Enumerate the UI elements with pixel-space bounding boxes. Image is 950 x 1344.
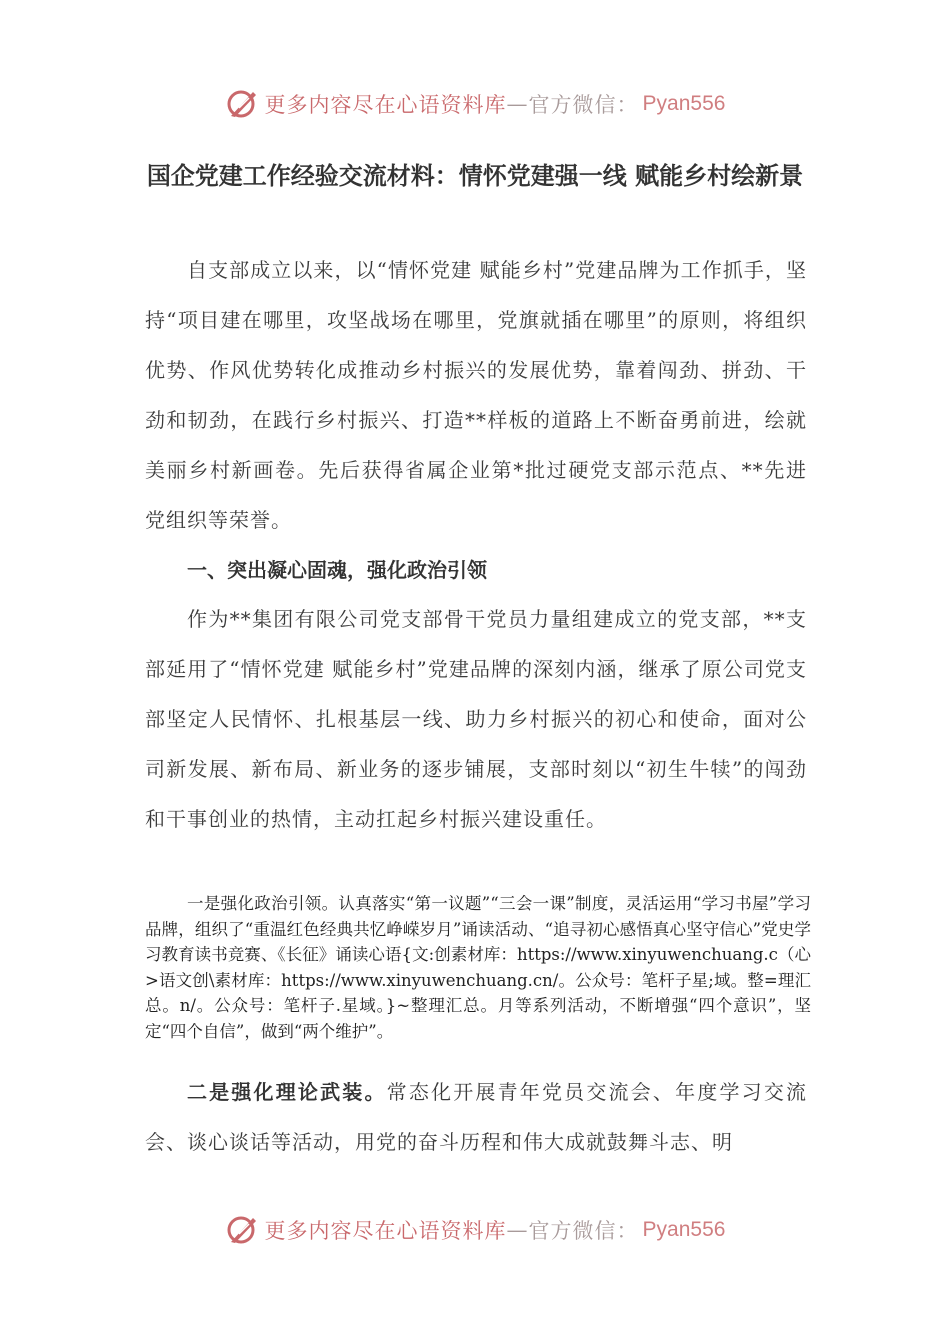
banner-main-text: 更多内容尽在心语资料库 bbox=[264, 93, 507, 117]
banner-dash: — bbox=[506, 1218, 529, 1242]
banner-wechat-id: Pyan556 bbox=[642, 92, 726, 115]
banner-sub-text: 官方微信： bbox=[528, 1219, 639, 1243]
section-1-paragraph: 作为**集团有限公司党支部骨干党员力量组建成立的党支部，**支部延用了“情怀党建 赋能乡村”党建品牌的深刻内涵，继承了原公司党支部坚定人民情怀、扎根基层一线、助力乡村振兴的初心和使命，面对公司新发展、新布局、新业务的逐步铺展，支部时刻以“初生牛犊”的闯劲和干事创业的热情，主动扛起乡村振兴建设重任。 bbox=[145, 607, 807, 831]
theory-body: 常态化开展青年党员交流会、年度学习交流会、谈心谈话等活动，用党的奋斗历程和伟大成就鼓舞斗志、明 bbox=[145, 1080, 808, 1154]
theory-lead: 二是强化理论武装。 bbox=[187, 1080, 387, 1104]
quill-logo-icon bbox=[225, 86, 261, 122]
intro-paragraph: 自支部成立以来，以“情怀党建 赋能乡村”党建品牌为工作抓手，坚持“项目建在哪里，攻坚战场在哪里，党旗就插在哪里”的原则，将组织优势、作风优势转化成推动乡村振兴的发展优势，靠着闯劲、拼劲、干劲和韧劲，在践行乡村振兴、打造**样板的道路上不断奋勇前进，绘就美丽乡村新画卷。先后获得省属企业第*批过硬党支部示范点、**先进党组织等荣誉。 bbox=[145, 258, 807, 532]
theory-paragraph bbox=[145, 1067, 807, 1167]
header-watermark-banner bbox=[0, 84, 950, 124]
quill-logo-icon bbox=[225, 1212, 261, 1248]
banner-main-text: 更多内容尽在心语资料库 bbox=[264, 1219, 507, 1243]
political-guidance-paragraph: 一是强化政治引领。认真落实“第一议题”“三会一课”制度，灵活运用“学习书屋”学习品牌，组织了“重温红色经典共忆峥嵘岁月”诵读活动、“追寻初心感悟真心坚守信心”党史学习教育读书竞赛、《长征》诵读心语{文:创素材库：https://www.xinyuwenchuang.c（心>语文创\素材库：https://www.xinyuwenchuang.cn/。公众号：笔杆子星;域。整=理汇总。n/。公众号：笔杆子.星域。}~整理汇总。月等系列活动，不断增强“四个意识”，坚定“四个自信”，做到“两个维护”。 bbox=[145, 894, 811, 1041]
section-1-heading: 一、突出凝心固魂，强化政治引领 bbox=[187, 558, 487, 582]
banner-sub-text: 官方微信： bbox=[528, 93, 639, 117]
document-title: 国企党建工作经验交流材料：情怀党建强一线 赋能乡村绘新景 bbox=[146, 162, 804, 190]
footer-watermark-banner bbox=[0, 1210, 950, 1250]
banner-wechat-id: Pyan556 bbox=[642, 1218, 726, 1241]
banner-dash: — bbox=[506, 92, 529, 116]
